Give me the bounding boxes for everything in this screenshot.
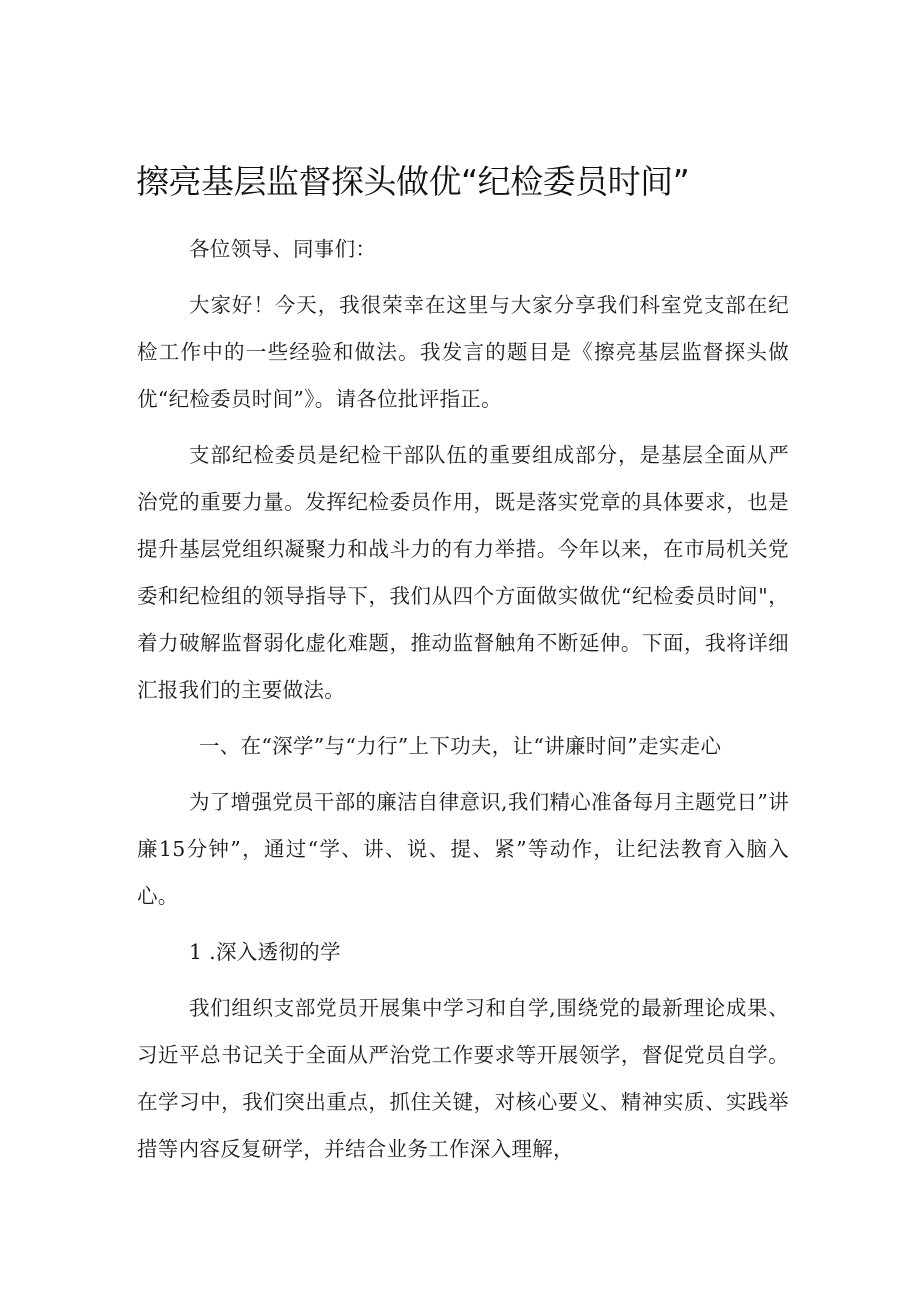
section-heading-1: 一、在“深学”与“力行”上下功夫，让“讲廉时间”走实走心 xyxy=(199,734,722,758)
document-title: 擦亮基层监督探头做优“纪检委员时间” xyxy=(136,162,690,201)
intro-paragraph: 支部纪检委员是纪检干部队伍的重要组成部分，是基层全面从严治党的重要力量。发挥纪检委员作用，既是落实党章的具体要求，也是提升基层党组织凝聚力和战斗力的有力举措。今年以来，在市局机关党委和纪检组的领导指导下，我们从四个方面做实做优“纪检委员时间"，着力破解监督弱化虚化难题，推动监督触角不断延伸。下面，我将详细汇报我们的主要做法。 xyxy=(137,443,789,702)
subheading-1: 1 .深入透彻的学 xyxy=(189,940,341,964)
greeting-paragraph: 大家好！今天，我很荣幸在这里与大家分享我们科室党支部在纪检工作中的一些经验和做法。我发言的题目是《擦亮基层监督探头做优“纪检委员时间”》。请各位批评指正。 xyxy=(137,293,789,411)
section-1-paragraph: 为了增强党员干部的廉洁自律意识,我们精心准备每月主题党日”讲廉15分钟”，通过“学、讲、说、提、紧”等动作，让纪法教育入脑入心。 xyxy=(137,790,789,908)
salutation-paragraph: 各位领导、同事们： xyxy=(189,237,377,261)
subsection-1-paragraph: 我们组织支部党员开展集中学习和自学,围绕党的最新理论成果、习近平总书记关于全面从严治党工作要求等开展领学，督促党员自学。在学习中，我们突出重点，抓住关键，对核心要义、精神实质、实践举措等内容反复研学，并结合业务工作深入理解， xyxy=(137,996,789,1161)
document-body xyxy=(137,226,789,1173)
